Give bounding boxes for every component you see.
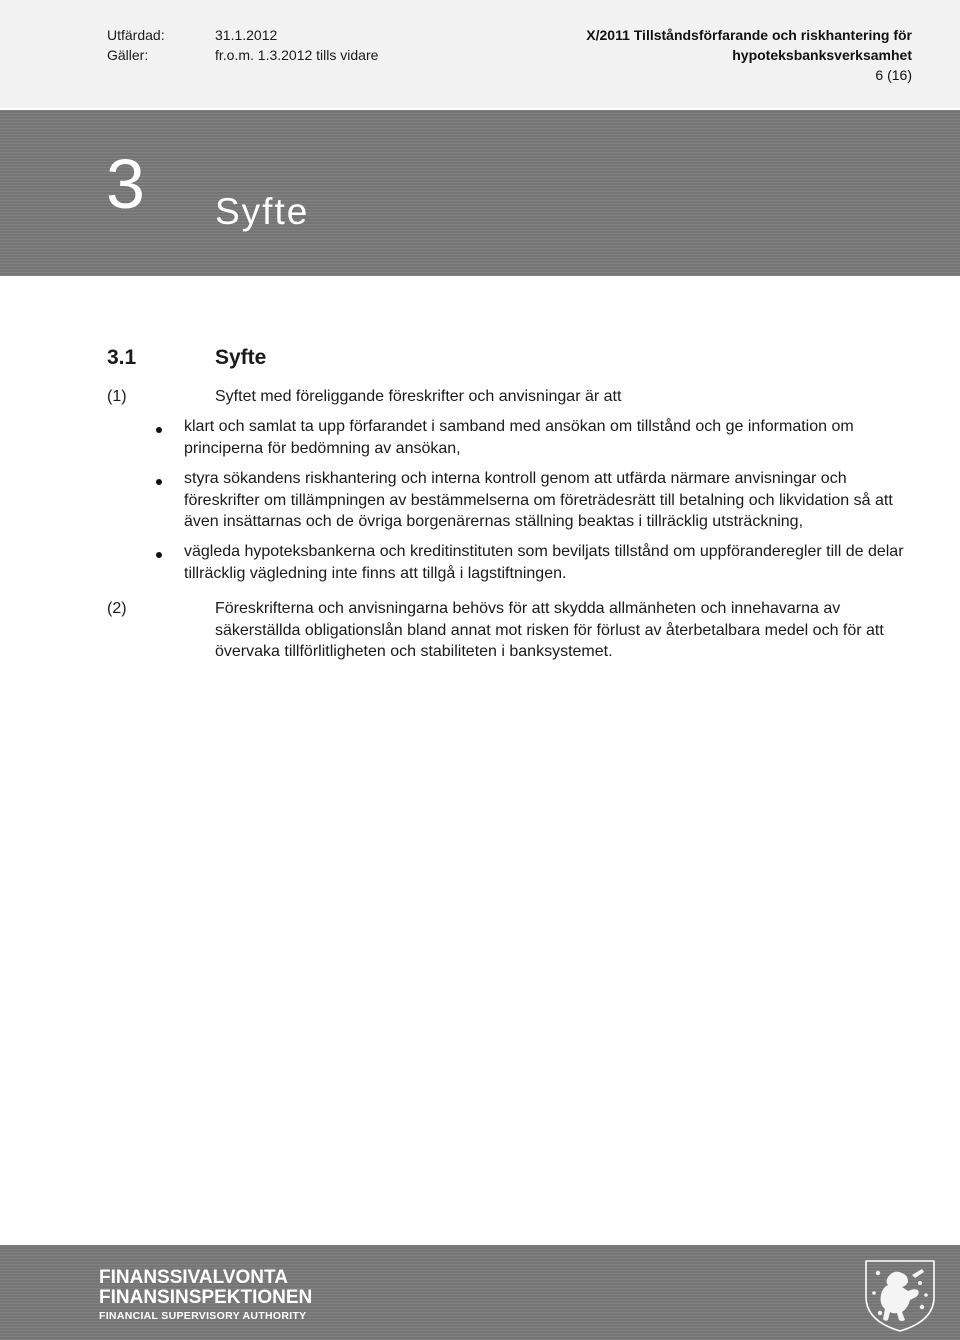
footer-agency-swedish: FINANSINSPEKTIONEN (99, 1287, 313, 1308)
bullet-text: vägleda hypoteksbankerna och kreditinstituten som beviljats tillstånd om uppföranderegler till de delar tillräcklig vägledning inte finns att tillgå i lagstiftningen. (184, 543, 904, 582)
chapter-number: 3 (106, 145, 145, 223)
section-title: Syfte (215, 346, 267, 369)
chapter-banner (0, 110, 960, 276)
paragraph-number: (2) (107, 600, 127, 617)
document-title-line2: hypoteksbanksverksamhet (732, 47, 912, 63)
paragraph-text: Föreskrifterna och anvisningarna behövs för att skydda allmänheten och innehavarna av säkerställda obligationslån bland annat mot risken för förlust av återbetalbara medel och för att övervaka tillförlitligheten och stabiliteten i banksystemet. (215, 600, 884, 660)
page-header (0, 0, 960, 108)
bullet-text: styra sökandens riskhantering och interna kontroll genom att utfärda närmare anvisningar och föreskrifter om tillämpningen av bestämmelserna om företrädesrätt till betalning och likvidation så att även insättarnas och de övriga borgenärernas ställning beaktas i tillräcklig utsträckning, (184, 470, 893, 530)
lion-emblem-icon (858, 1253, 942, 1335)
paragraph-number: (1) (107, 388, 127, 405)
issued-label: Utfärdad: (107, 27, 165, 43)
section-number: 3.1 (107, 346, 137, 369)
document-title-line1: X/2011 Tillståndsförfarande och riskhantering för (586, 27, 912, 43)
bullet-icon (156, 479, 162, 485)
page-footer (0, 1245, 960, 1340)
bullet-icon (156, 427, 162, 433)
valid-label: Gäller: (107, 47, 149, 63)
paragraph-text: Syftet med föreliggande föreskrifter och anvisningar är att (215, 388, 622, 405)
valid-period: fr.o.m. 1.3.2012 tills vidare (215, 47, 379, 63)
bullet-icon (156, 552, 162, 558)
footer-agency-english: FINANCIAL SUPERVISORY AUTHORITY (99, 1310, 307, 1322)
issued-date: 31.1.2012 (215, 27, 278, 43)
page-number: 6 (16) (875, 67, 912, 83)
bullet-text: klart och samlat ta upp förfarandet i samband med ansökan om tillstånd och ge information om principerna för bedömning av ansökan, (184, 418, 854, 457)
footer-agency-finnish: FINANSSIVALVONTA (99, 1267, 288, 1288)
chapter-title: Syfte (215, 191, 310, 232)
